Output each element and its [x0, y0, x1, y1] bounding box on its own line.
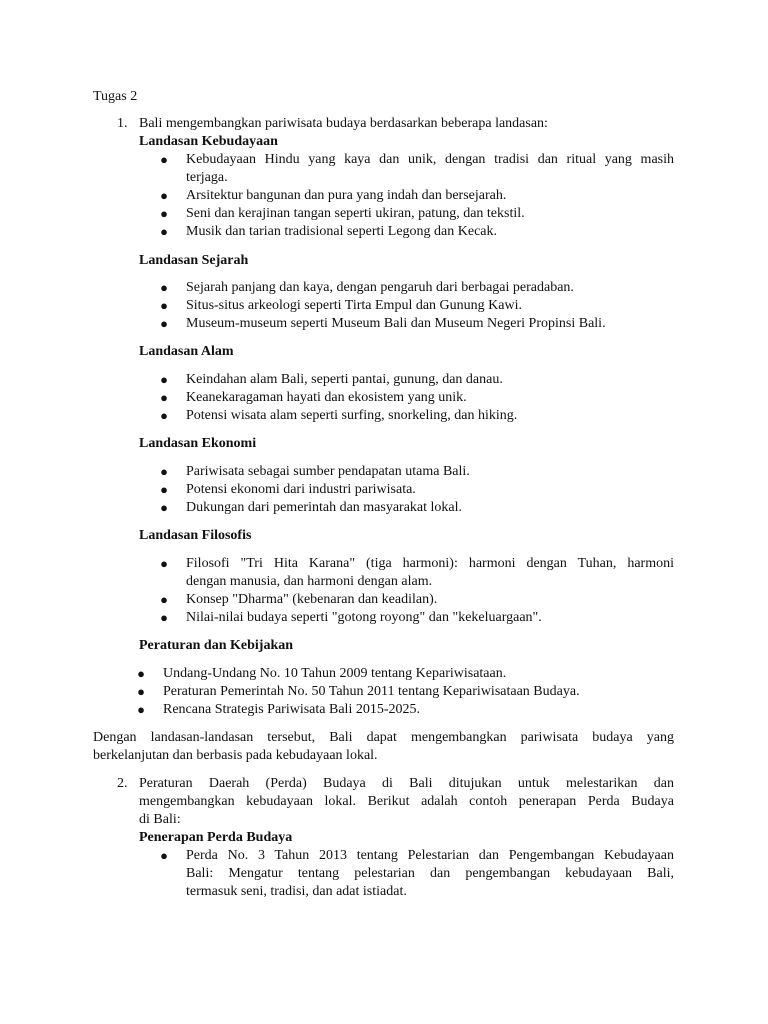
list-item: Situs-situs arkeologi seperti Tirta Empul dan Gunung Kawi.	[186, 298, 522, 313]
bullet-marker: ●	[160, 206, 168, 221]
section-heading-kebudayaan: Landasan Kebudayaan	[139, 134, 278, 149]
list-item: Keindahan alam Bali, seperti pantai, gunung, dan danau.	[186, 372, 503, 387]
bullet-marker: ●	[160, 592, 168, 607]
bullet-marker: ●	[160, 556, 168, 571]
bullet-marker: ●	[160, 408, 168, 423]
list-item: Dukungan dari pemerintah dan masyarakat lokal.	[186, 500, 463, 515]
list-item: Konsep "Dharma" (kebenaran dan keadilan).	[186, 592, 438, 607]
section-heading-alam: Landasan Alam	[139, 344, 234, 359]
section-heading-sejarah: Landasan Sejarah	[139, 253, 249, 268]
list-item: Keanekaragaman hayati dan ekosistem yang unik.	[186, 390, 467, 405]
bullet-marker: ●	[160, 610, 168, 625]
list-item: Seni dan kerajinan tangan seperti ukiran, patung, dan tekstil.	[186, 206, 525, 221]
list-item: Potensi wisata alam seperti surfing, snorkeling, dan hiking.	[186, 408, 518, 423]
list-item: Perda No. 3 Tahun 2013 tentang Pelestarian dan Pengembangan Kebudayaan	[186, 848, 674, 863]
bullet-marker: ●	[160, 372, 168, 387]
bullet-marker: ●	[160, 390, 168, 405]
list-item: Nilai-nilai budaya seperti "gotong royong" dan "kekeluargaan".	[186, 610, 542, 625]
bullet-marker: ●	[160, 280, 168, 295]
bullet-marker: ●	[160, 298, 168, 313]
bullet-marker: ●	[137, 684, 145, 699]
bullet-marker: ●	[160, 152, 168, 167]
bullet-marker: ●	[160, 188, 168, 203]
list-item: Arsitektur bangunan dan pura yang indah dan bersejarah.	[186, 188, 507, 203]
q2-intro-line: mengembangkan kebudayaan lokal. Berikut adalah contoh penerapan Perda Budaya	[139, 794, 674, 809]
q1-intro: Bali mengembangkan pariwisata budaya berdasarkan beberapa landasan:	[139, 116, 548, 131]
list-item: Potensi ekonomi dari industri pariwisata.	[186, 482, 416, 497]
bullet-marker: ●	[160, 464, 168, 479]
list-item: Rencana Strategis Pariwisata Bali 2015-2025.	[163, 702, 420, 717]
bullet-marker: ●	[160, 500, 168, 515]
list-item: Pariwisata sebagai sumber pendapatan utama Bali.	[186, 464, 470, 479]
list-number-1: 1.	[117, 116, 128, 131]
bullet-marker: ●	[160, 224, 168, 239]
list-item: Sejarah panjang dan kaya, dengan pengaruh dari berbagai peradaban.	[186, 280, 574, 295]
list-item: Kebudayaan Hindu yang kaya dan unik, dengan tradisi dan ritual yang masih	[186, 152, 674, 167]
conclusion-paragraph-line: berkelanjutan dan berbasis pada kebudayaan lokal.	[93, 748, 378, 763]
list-item-continuation: Bali: Mengatur tentang pelestarian dan pengembangan kebudayaan Bali,	[186, 866, 674, 881]
section-heading-filosofis: Landasan Filosofis	[139, 528, 252, 543]
list-item: Undang-Undang No. 10 Tahun 2009 tentang Kepariwisataan.	[163, 666, 507, 681]
list-item: Filosofi "Tri Hita Karana" (tiga harmoni): harmoni dengan Tuhan, harmoni	[186, 556, 674, 571]
list-item-continuation: termasuk seni, tradisi, dan adat istiadat.	[186, 884, 407, 899]
list-number-2: 2.	[117, 776, 128, 791]
section-heading-ekonomi: Landasan Ekonomi	[139, 436, 257, 451]
list-item: Museum-museum seperti Museum Bali dan Museum Negeri Propinsi Bali.	[186, 316, 606, 331]
bullet-marker: ●	[137, 702, 145, 717]
list-item-continuation: terjaga.	[186, 170, 228, 185]
bullet-marker: ●	[160, 316, 168, 331]
section-heading-peraturan: Peraturan dan Kebijakan	[139, 638, 294, 653]
list-item: Musik dan tarian tradisional seperti Legong dan Kecak.	[186, 224, 498, 239]
bullet-marker: ●	[137, 666, 145, 681]
section-heading-penerapan: Penerapan Perda Budaya	[139, 830, 293, 845]
q2-intro-line: Peraturan Daerah (Perda) Budaya di Bali ditujukan untuk melestarikan dan	[139, 776, 674, 791]
document-title: Tugas 2	[93, 89, 138, 104]
conclusion-paragraph-line: Dengan landasan-landasan tersebut, Bali dapat mengembangkan pariwisata budaya yang	[93, 730, 674, 745]
list-item: Peraturan Pemerintah No. 50 Tahun 2011 tentang Kepariwisataan Budaya.	[163, 684, 580, 699]
list-item-continuation: dengan manusia, dan harmoni dengan alam.	[186, 574, 433, 589]
bullet-marker: ●	[160, 848, 168, 863]
q2-intro-line: di Bali:	[139, 812, 181, 827]
bullet-marker: ●	[160, 482, 168, 497]
